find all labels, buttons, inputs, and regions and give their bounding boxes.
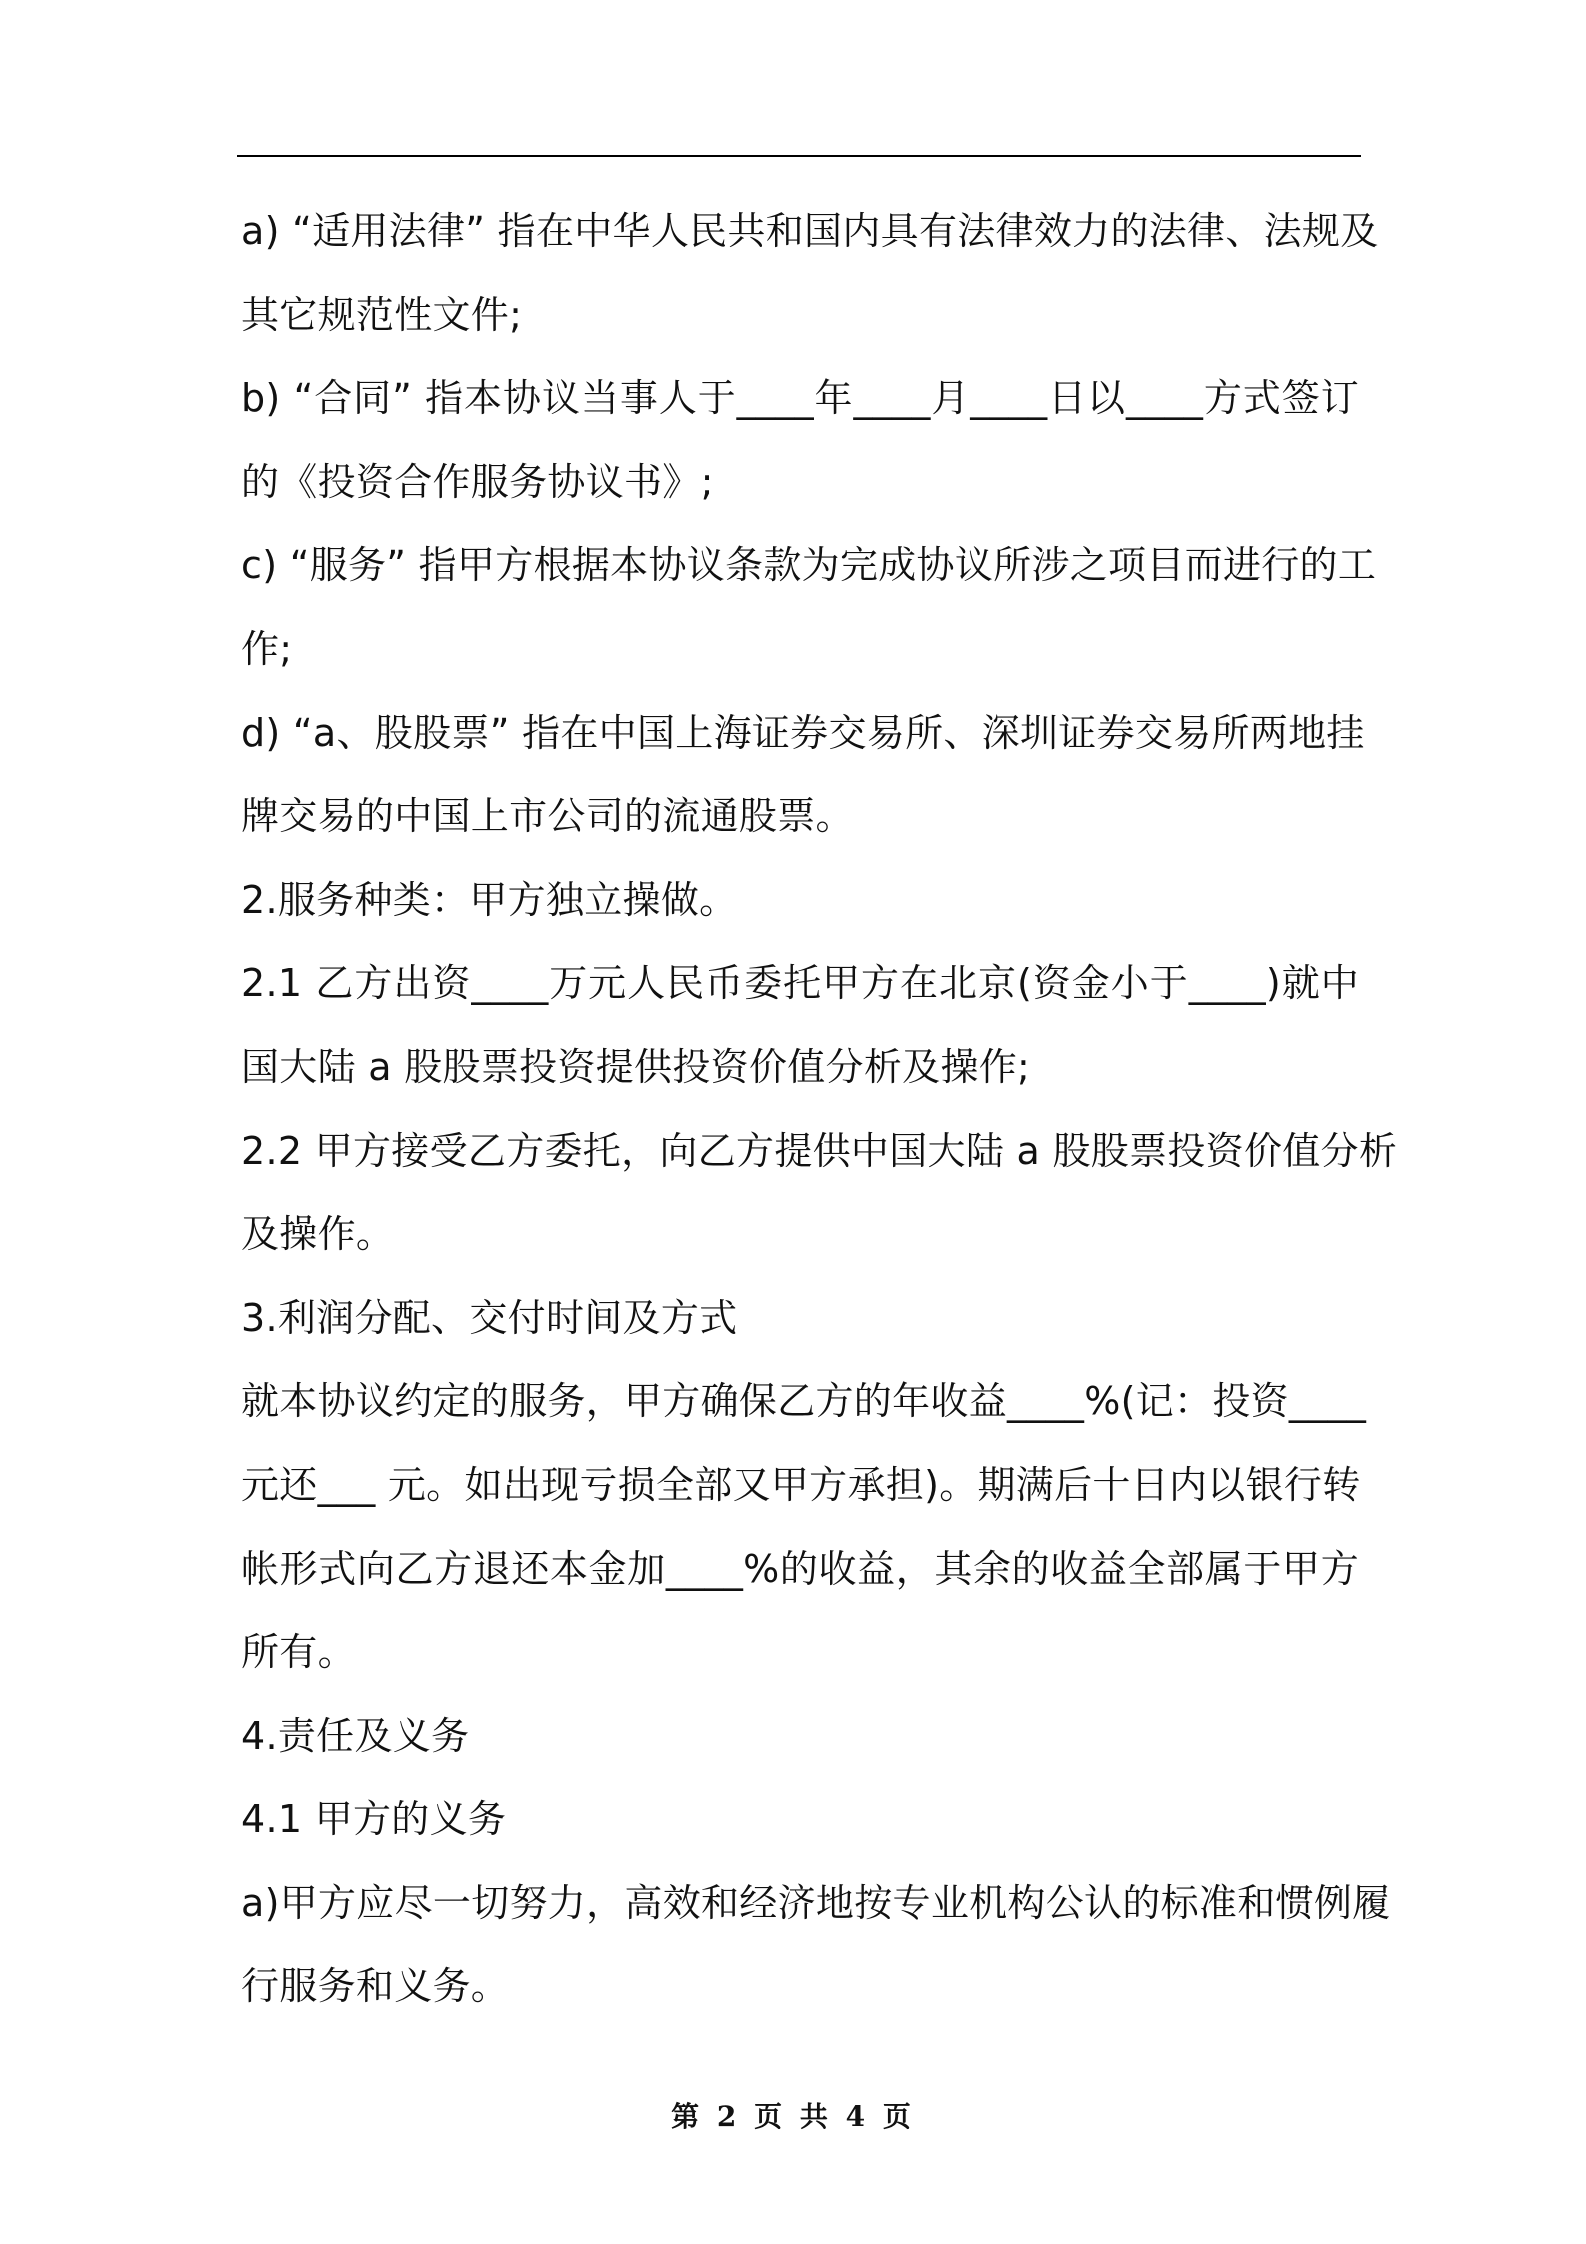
section-heading: 2.服务种类：甲方独立操做。 <box>241 877 738 922</box>
header-rule <box>237 155 1361 157</box>
text-line: 行服务和义务。 <box>241 1964 510 2009</box>
text-line: 国大陆 a 股股票投资提供投资价值分析及操作; <box>241 1044 1031 1089</box>
text-line: b) “合同” 指本协议当事人于____年____月____日以____方式签订 <box>241 376 1359 421</box>
document-body <box>241 190 1398 2029</box>
text-line: 所有。 <box>241 1630 356 1675</box>
text-line: c) “服务” 指甲方根据本协议条款为完成协议所涉之项目而进行的工 <box>241 543 1377 588</box>
text-line: a)甲方应尽一切努力，高效和经济地按专业机构公认的标准和惯例履 <box>241 1880 1391 1925</box>
text-line: d) “a、股股票” 指在中国上海证券交易所、深圳证券交易所两地挂 <box>241 710 1365 755</box>
text-line: 就本协议约定的服务，甲方确保乙方的年收益____%(记：投资____ <box>241 1379 1367 1424</box>
text-line: 其它规范性文件; <box>241 292 523 337</box>
text-line: 牌交易的中国上市公司的流通股票。 <box>241 794 854 839</box>
text-line: 元还___ 元。如出现亏损全部又甲方承担)。期满后十日内以银行转 <box>241 1462 1361 1507</box>
text-line: 的《投资合作服务协议书》; <box>241 459 714 504</box>
section-heading: 3.利润分配、交付时间及方式 <box>241 1295 738 1340</box>
text-line: 2.2 甲方接受乙方委托，向乙方提供中国大陆 a 股股票投资价值分析 <box>241 1128 1398 1173</box>
text-line: 2.1 乙方出资____万元人民币委托甲方在北京(资金小于____)就中 <box>241 961 1359 1006</box>
text-line: 作; <box>241 626 293 671</box>
page-number-footer: 第 2 页 共 4 页 <box>671 2100 915 2133</box>
section-heading: 4.责任及义务 <box>241 1713 470 1758</box>
text-line: 及操作。 <box>241 1212 395 1257</box>
text-line: 帐形式向乙方退还本金加____%的收益，其余的收益全部属于甲方 <box>241 1546 1359 1591</box>
subsection-heading: 4.1 甲方的义务 <box>241 1797 507 1842</box>
text-line: a) “适用法律” 指在中华人民共和国内具有法律效力的法律、法规及 <box>241 209 1379 253</box>
